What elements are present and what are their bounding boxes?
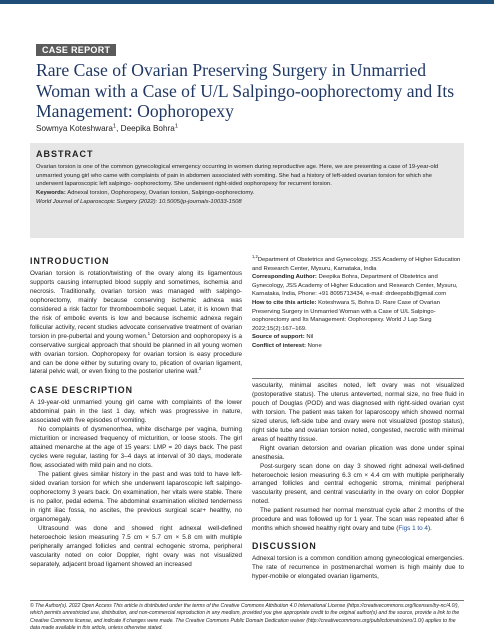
abstract-heading: ABSTRACT — [36, 149, 94, 159]
intro-paragraph-cont: Detorsion and oophoropexy is a conservative surgical approach that should be planned in all young women with ovarian torsion. Oophoropexy for ovarian torsion is easy procedure and can be done either by suturing ovary to, plication of ovarian ligament, lateral pelvic wall, or even fixing to the posterior uterine wall. — [30, 332, 243, 376]
article-title: Rare Case of Ovarian Preserving Surgery in Unmarried Woman with a Case of U/L Salpingo-oophorectomy and Its Management: Oophoropexy — [36, 60, 455, 121]
right-column — [252, 382, 464, 582]
author-affiliation-sup: 1 — [174, 123, 179, 130]
abstract-text: Ovarian torsion is one of the common gynecological emergency occurring in women during reproductive age. Here, we are presenting a case of 19-year-old unmarried young girl who came with complaints of pain in abdomen associated with vomiting. She had a history of left-sided ovarian torsion for which she underwent laparoscopic left salpingo- oophorectomy. She underwent right-sided oophoropexy for recurrent torsion. — [36, 164, 439, 188]
conflict-of-interest-label: Conflict of interest: — [252, 342, 306, 349]
introduction-heading: INTRODUCTION — [30, 256, 110, 266]
corresponding-author-text: Deepika Bohra, Department of Obstetrics and Gynecology, JSS Academy of Higher Education and Research Center, Mysuru, Karnataka, India, Phone: +91 8095713434, e-mail: drdeepsbb@gmail.com — [252, 274, 458, 298]
case-paragraph: Post-surgery scan done on day 3 showed right adnexal well-defined heteroechoic lesion measuring 6.3 cm × 4.4 cm with multiple peripherally arranged follicles and central echogenic stroma, minimal peripheral vascularity present, and central vascularity in the ovary on color Doppler noted. — [252, 462, 464, 506]
source-of-support-text: Nil — [304, 334, 314, 341]
keywords-label: Keywords: — [36, 190, 66, 197]
abstract-box — [30, 143, 464, 238]
figure-reference-link[interactable]: Figs 1 to 4 — [398, 525, 428, 533]
article-type-badge: CASE REPORT — [36, 44, 116, 56]
author-separator: , Deepika Bohra — [116, 124, 175, 133]
affiliation — [252, 256, 464, 273]
case-paragraph: No complaints of dysmenorrhea, white discharge per vagina, burning micturition or increased frequency of micturition, or loose stools. The girl attained menarche at the age of 15 years: LMP = 20 days back. The past cycles were regular, lasting for 3–4 days at interval of 30 days, moderate flow, associated with mild pain and no clots. — [30, 426, 242, 470]
case-paragraph: Right ovarian detorsion and ovarian plication was done under spinal anesthesia. — [252, 444, 464, 461]
keywords-list: Adnexal torsion, Oophoropexy, Ovarian torsion, Salpingo-oophorectomy. — [65, 190, 255, 197]
case-paragraph: A 19-year-old unmarried young girl came with complaints of the lower abdominal pain in the last 1 day, which was progressive in nature, associated with five episodes of vomiting. — [30, 399, 242, 425]
case-paragraph: The patient gives similar history in the past and was told to have left-sided ovarian torsion for which she underwent laparoscopic left salpingo-oophorectomy 3 years back. On examination, her vitals were stable. There is no pallor, pedal edema. The abdominal examination elicited tenderness in right iliac fossa, no ascites, the previous surgical scar+ healthy, no organomegaly. — [30, 471, 242, 523]
discussion-heading: DISCUSSION — [252, 541, 317, 552]
source-of-support — [252, 333, 464, 342]
top-bar — [0, 0, 494, 4]
followup-text: The patient resumed her normal menstrual cycle after 2 months of the procedure and was followed up for 1 year. The scan was repeated after 6 months which showed healthy right ovary and tube ( — [252, 507, 464, 533]
case-paragraph: Ultrasound was done and showed right adnexal well-defined heteroechoic lesion measuring 7.5 cm × 5.7 cm × 5.8 cm with multiple peripherally arranged follicles and central echogenic stroma, peripheral vascularity noted on color Doppler, right ovary was not visualized separately, adjacent broad ligament showed an increased — [30, 524, 242, 568]
authors — [36, 124, 178, 133]
affiliation-sup: 1,2 — [252, 254, 258, 260]
source-of-support-label: Source of support: — [252, 334, 305, 341]
author-list: Sowmya Koteshwara — [36, 124, 113, 133]
journal-citation: World Journal of Laparoscopic Surgery (2022): 10.5005/jp-journals-10033-1508 — [36, 198, 242, 205]
followup-text-end: ). — [427, 525, 432, 533]
discussion-text: Adnexal torsion is a common condition among gynecological emergencies. The rate of recurrence in postmenarchal women is high mainly due to hyper-mobile or elongated ovarian ligaments, — [252, 555, 464, 581]
how-to-cite — [252, 299, 464, 333]
case-paragraph — [252, 507, 464, 534]
how-to-cite-label: How to cite this article: — [252, 299, 317, 306]
intro-paragraph: Ovarian torsion is rotation/twisting of the ovary along its ligamentous supports causing interrupted blood supply and sometimes, ischemia and necrosis. Traditionally, ovarian torsion was managed with salpingo-oophorectomy, mainly because conserving ischemic adnexa was considered a risk factor for thromboembolic sequel. Later, it is known that the risk of embolic events is low and because ischemic adnexa regain follicular activity, recent studies advocate conservative treatment of ovarian torsion in pre-pubertal and young women. — [30, 270, 242, 340]
conflict-of-interest-text: None — [306, 342, 322, 349]
corresponding-author-label: Corresponding Author: — [252, 274, 317, 281]
introduction-text — [30, 270, 242, 377]
case-paragraph: vascularity, minimal ascites noted, left ovary was not visualized (postoperative status). The uterus anteverted, normal size, no free fluid in pouch of Douglas (POD) and was diagnosed with right-sided ovarian cyst with torsion. The patient was taken for laparoscopy which showed normal sized uterus, left-side tube and ovary were not visualized (postop status), right side tube and ovarian torsion noted, congested, necrotic with minimal areas of healthy tissue. — [252, 382, 464, 443]
reference-sup: 2 — [198, 366, 202, 372]
conflict-of-interest — [252, 342, 464, 351]
how-to-cite-text: Koteshwara S, Bohra D. Rare Case of Ovarian Preserving Surgery in Unmarried Woman with a Case of U/L Salpingo-oophorectomy and Its Management: Oophoropexy. World J Lap Surg 2022;15(2):167–169. — [252, 299, 440, 332]
reference-sup: 1 — [147, 330, 151, 336]
license-footer: © The Author(s). 2022 Open Access This article is distributed under the terms of the Creative Commons Attribution 4.0 International License (https://creativecommons.org/licenses/by-nc/4.0/), which permits unrestricted use, distribution, and non-commercial reproduction in any medium, provided you give appropriate credit to the original author(s) and the source, provide a link to the Creative Commons license, and indicate if changes were made. The Creative Commons Public Domain Dedication waiver (http://creativecommons.org/publicdomain/zero/1.0/) applies to the data made available in this article, unless otherwise stated. — [30, 603, 460, 631]
affiliation-divider — [252, 378, 464, 379]
author-affiliation-sup: 1 — [112, 123, 117, 130]
footer-divider — [30, 600, 464, 601]
affiliation-block — [252, 256, 464, 351]
corresponding-author — [252, 273, 464, 299]
keywords — [36, 189, 458, 198]
left-column — [30, 256, 242, 570]
case-description-heading: CASE DESCRIPTION — [30, 385, 134, 396]
affiliation-text: Department of Obstetrics and Gynecology, JSS Academy of Higher Education and Research Center, Mysuru, Karnataka, India — [252, 257, 461, 272]
